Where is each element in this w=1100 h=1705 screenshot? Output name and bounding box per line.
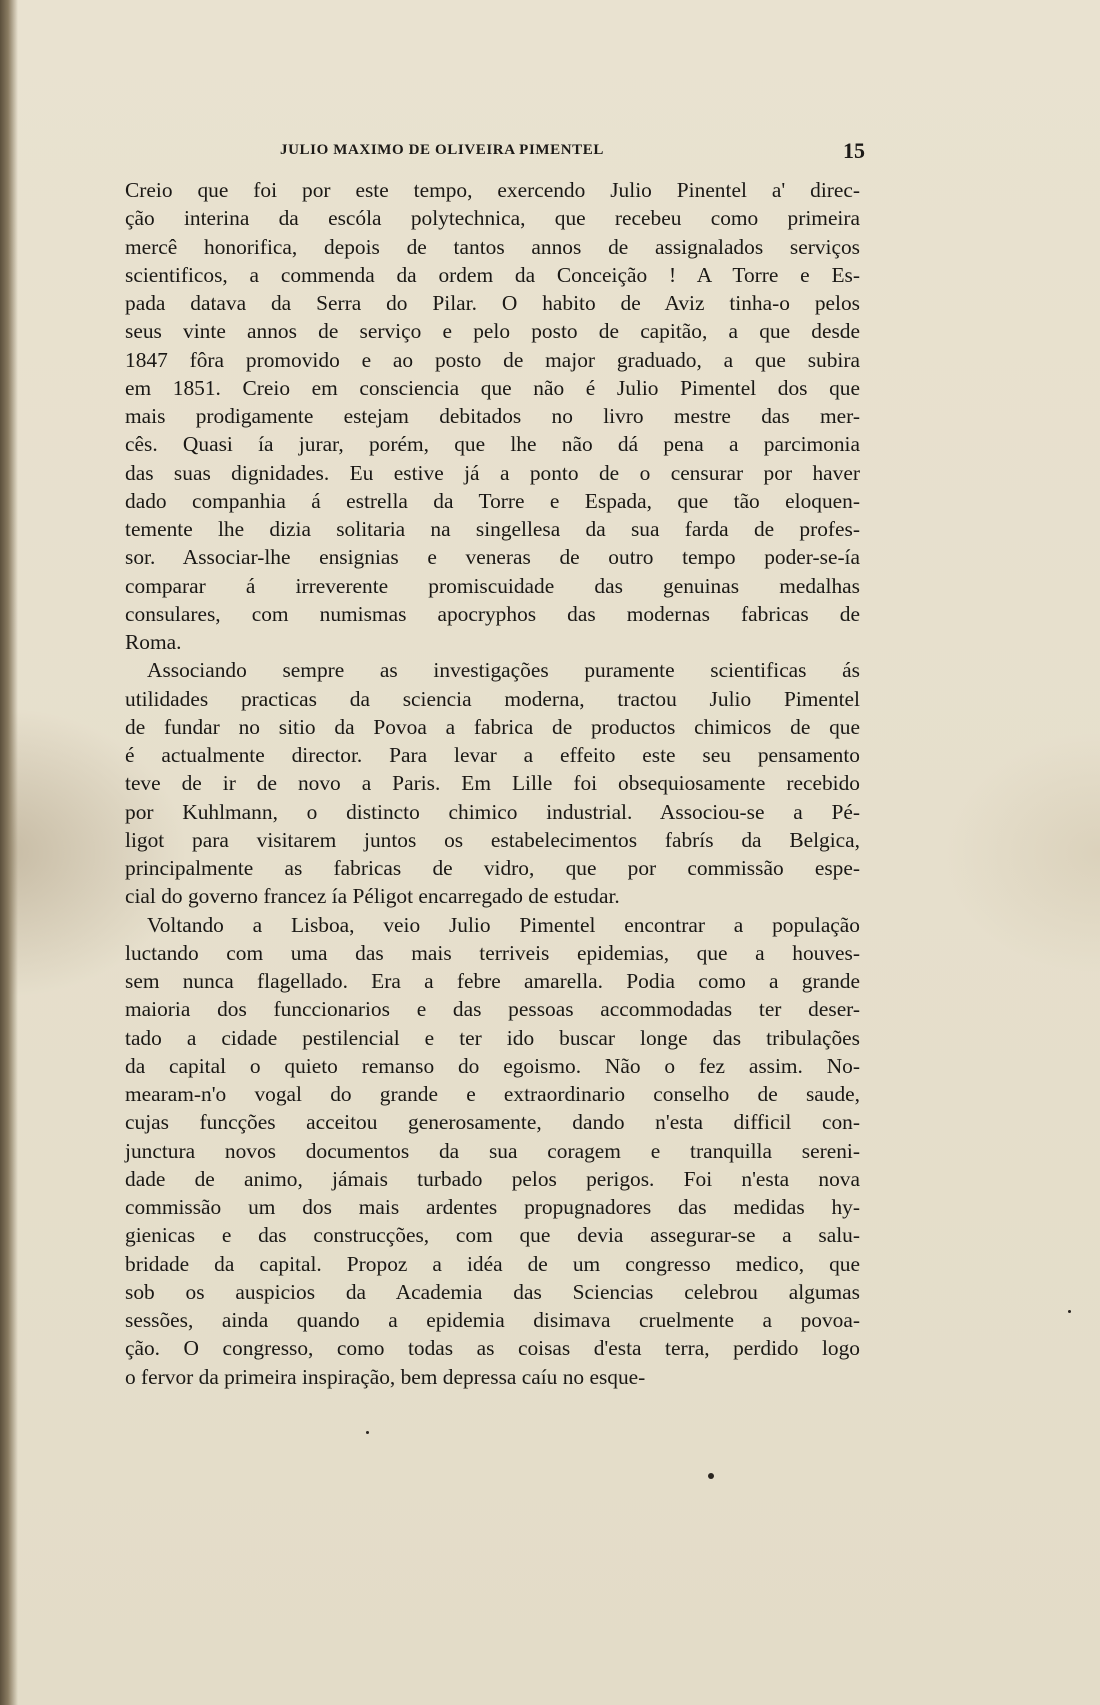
text-line: sessões, ainda quando a epidemia disimava cruelmente a povoa- — [125, 1308, 860, 1332]
text-line: Associando sempre as investigações puramente scientificas ás — [147, 658, 860, 683]
text-line: pada datava da Serra do Pilar. O habito de Aviz tinha-o pelos — [125, 291, 860, 315]
text-line: ção interina da escóla polytechnica, que recebeu como primeira — [125, 206, 860, 231]
text-line: tado a cidade pestilencial e ter ido buscar longe das tribulações — [125, 1025, 860, 1050]
text-line: luctando com uma das mais terriveis epidemias, que a houves- — [125, 940, 860, 965]
text-line: sob os auspicios da Academia das Sciencias celebrou algumas — [125, 1279, 860, 1304]
text-line: temente lhe dizia solitaria na singellesa da sua farda de profes- — [125, 517, 860, 541]
paragraph — [125, 656, 860, 910]
text-line: ção. O congresso, como todas as coisas d'esta terra, perdido logo — [125, 1336, 860, 1361]
text-line: Voltando a Lisboa, veio Julio Pimentel encontrar a população — [147, 912, 860, 937]
running-head: JULIO MAXIMO DE OLIVEIRA PIMENTEL — [280, 142, 604, 158]
text-line: scientificos, a commenda da ordem da Conceição ! A Torre e Es- — [125, 262, 860, 287]
text-line: ligot para visitarem juntos os estabelecimentos fabrís da Belgica, — [125, 827, 860, 852]
text-line: seus vinte annos de serviço e pelo posto de capitão, a que desde — [125, 319, 860, 344]
page-header — [125, 140, 865, 166]
text-line: por Kuhlmann, o distincto chimico industrial. Associou-se a Pé- — [125, 799, 860, 824]
text-line: mercê honorifica, depois de tantos annos de assignalados serviços — [125, 234, 860, 259]
text-line: cujas funcções acceitou generosamente, dando n'esta difficil con- — [125, 1110, 860, 1135]
body-text — [125, 176, 860, 1391]
page-number: 15 — [843, 138, 865, 163]
text-line: Roma. — [125, 630, 182, 654]
text-line: Creio que foi por este tempo, exercendo Julio Pinentel a' direc- — [125, 178, 860, 202]
paragraph — [125, 176, 860, 656]
text-line: consulares, com numismas apocryphos das modernas fabricas de — [125, 601, 860, 626]
text-line: junctura novos documentos da sua coragem e tranquilla sereni- — [125, 1138, 860, 1163]
text-line: o fervor da primeira inspiração, bem depressa caíu no esque- — [125, 1364, 646, 1389]
text-line: é actualmente director. Para levar a effeito este seu pensamento — [125, 743, 860, 767]
text-line: principalmente as fabricas de vidro, que por commissão espe- — [125, 856, 860, 880]
text-line: maioria dos funccionarios e das pessoas accommodadas ter deser- — [125, 997, 860, 1022]
text-line: sem nunca flagellado. Era a febre amarella. Podia como a grande — [125, 969, 860, 993]
text-line: da capital o quieto remanso do egoismo. Não o fez assim. No- — [125, 1053, 860, 1078]
ink-speck — [1068, 1310, 1071, 1313]
text-line: cial do governo francez ía Péligot encarregado de estudar. — [125, 884, 620, 909]
text-line: gienicas e das construcções, com que devia assegurar-se a salu- — [125, 1223, 860, 1248]
text-line: mearam-n'o vogal do grande e extraordinario conselho de saude, — [125, 1082, 860, 1106]
text-line: em 1851. Creio em consciencia que não é Julio Pimentel dos que — [125, 375, 860, 400]
text-line: dado companhia á estrella da Torre e Espada, que tão eloquen- — [125, 488, 860, 513]
text-line: das suas dignidades. Eu estive já a ponto de o censurar por haver — [125, 460, 860, 485]
ink-speck — [708, 1473, 714, 1479]
text-line: commissão um dos mais ardentes propugnadores das medidas hy- — [125, 1195, 860, 1219]
text-line: 1847 fôra promovido e ao posto de major graduado, a que subira — [125, 347, 860, 372]
text-line: sor. Associar-lhe ensignias e veneras de outro tempo poder-se-ía — [125, 545, 860, 570]
binding-shadow — [0, 0, 18, 1705]
text-line: de fundar no sitio da Povoa a fabrica de productos chimicos de que — [125, 714, 860, 739]
ink-speck — [366, 1431, 369, 1434]
text-line: comparar á irreverente promiscuidade das genuinas medalhas — [125, 573, 860, 598]
text-line: teve de ir de novo a Paris. Em Lille foi obsequiosamente recebido — [125, 771, 860, 796]
text-line: utilidades practicas da sciencia moderna, tractou Julio Pimentel — [125, 686, 860, 711]
text-line: mais prodigamente estejam debitados no livro mestre das mer- — [125, 404, 860, 428]
paragraph — [125, 911, 860, 1391]
text-line: bridade da capital. Propoz a idéa de um congresso medico, que — [125, 1251, 860, 1276]
text-line: cês. Quasi ía jurar, porém, que lhe não dá pena a parcimonia — [125, 432, 860, 457]
text-line: dade de animo, jámais turbado pelos perigos. Foi n'esta nova — [125, 1166, 860, 1191]
